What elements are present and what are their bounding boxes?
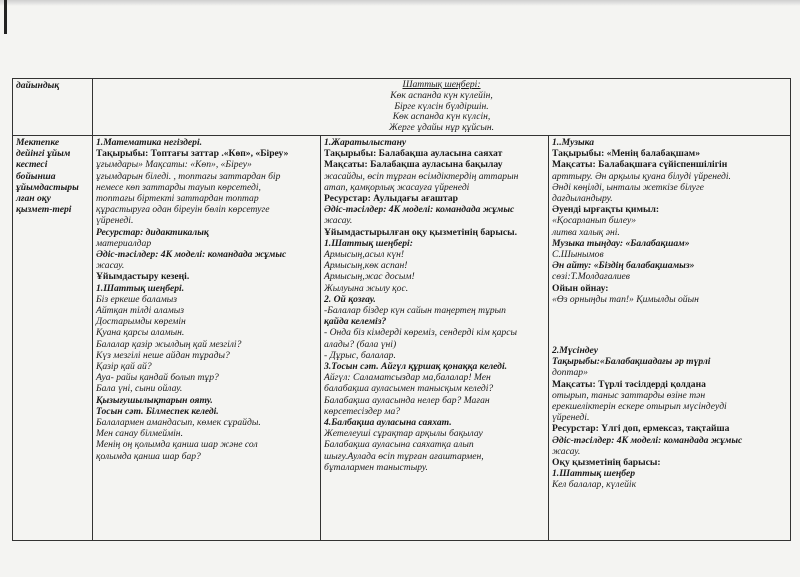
text-line: немесе көп заттарды тауып көрсетеді, — [96, 181, 261, 193]
section-gap — [552, 305, 787, 345]
scan-edge-mark — [4, 0, 7, 34]
text-line: Ауа- райы қандай болып тұр? — [96, 372, 219, 384]
text-line: Тақырыбы:«Балабақшадағы әр түрлі — [552, 356, 711, 368]
math-column — [93, 135, 321, 540]
text-line: ұғымдарын біледі. , топтағы заттардан бір — [96, 170, 281, 182]
text-line: - Онда біз кімдерді көреміз, сендерді кім қарсы — [324, 327, 517, 339]
text-line: 1.Шаттық шеңбер — [552, 468, 636, 480]
text-line: Қазір қай ай? — [96, 361, 152, 373]
side-label-line: лған оқу — [16, 193, 51, 204]
left-header-cell: дайындық — [13, 79, 93, 136]
text-line: Мақсаты: Балабақша ауласына бақылау — [324, 159, 503, 171]
text-line: арттыру. Ән арқылы қуана білуді үйренеді. — [552, 170, 731, 182]
poem-line: Бірге күлсін бүлдіршін. — [394, 100, 489, 112]
text-line: атап, қамқорлық жасауға үйренеді — [324, 181, 470, 193]
text-line: «Өз орныңды тап!» Қимылды ойын — [552, 293, 699, 305]
text-line: литва халық әні. — [552, 226, 620, 238]
text-line: Әнді көңілді, ынталы жеткізе білуге — [552, 181, 704, 193]
text-line: Тақырыбы: Балабақша ауласына саяхат — [324, 148, 503, 160]
poem-line: Көк аспанда күн күлсін, — [392, 111, 491, 123]
text-line: Әдіс-тәсілдер: 4К моделі: командада жұмыс — [552, 434, 743, 446]
music-column — [549, 135, 791, 540]
text-line: қайда келеміз? — [324, 316, 387, 328]
text-line: материалдар — [96, 237, 152, 249]
poem-line: Жерге ұдайы нұр құйсын. — [388, 122, 495, 134]
text-line: Мақсаты: Түрлі тәсілдерді қолдана — [552, 378, 706, 390]
text-line: балабақша ауласымен танысқым келеді? — [324, 383, 494, 395]
text-line: Тақырыбы: «Менің балабақшам» — [552, 148, 700, 160]
scan-edge-shadow — [0, 0, 800, 6]
text-line: Тосын сәт. Білмеспек келеді. — [96, 405, 219, 417]
text-line: Айтқан тілді аламыз — [96, 305, 184, 317]
text-line: 2. Ой қозғау. — [324, 293, 376, 305]
music-section — [552, 137, 787, 305]
text-line: сөзі:Т.Молдағалиев — [552, 271, 630, 283]
poem-title: Шаттық шеңбері: — [402, 79, 481, 90]
text-line: Әдіс-тәсілдер: 4К моделі: командада жұмыс — [324, 204, 515, 216]
text-line: - Дұрыс, балалар. — [324, 349, 396, 361]
text-line: Әуенді ырғақты қимыл: — [552, 204, 660, 216]
text-line: көрсетесіздер ма? — [324, 405, 401, 417]
side-label-line: Мектепке — [16, 136, 60, 148]
text-line: Балалар қазір жылдың қай мезгілі? — [96, 338, 242, 350]
text-line: Ән айту: «Біздің балабақшамыз» — [552, 260, 695, 272]
poem-line: Көк аспанда күн күлейін, — [390, 89, 493, 101]
text-line: шығу.Аулада өсіп тұрған ағаштармен, — [324, 450, 484, 462]
text-line: 2.Мүсіндеу — [552, 345, 599, 357]
text-line: Күз мезгілі неше айдан тұрады? — [96, 349, 230, 361]
text-line: Бала үні, сыни ойлау. — [96, 383, 183, 395]
text-line: Балабақша ауласында нелер бар? Маған — [324, 394, 490, 406]
poem-cell — [93, 79, 791, 136]
text-line: ұғымдары» Мақсаты: «Көп», «Біреу» — [96, 159, 252, 171]
text-line: С.Шынымов — [552, 249, 604, 261]
text-line: Армысың,жас досым! — [324, 271, 415, 283]
text-line: Оқу қызметінің барысы: — [552, 457, 661, 469]
text-line: құрастыруға одан біреуін бөліп көрсетуге — [96, 204, 270, 216]
text-line: отырып, таныс заттарды өзіне тән — [552, 389, 706, 401]
text-line: Менің оң қолымда қанша шар және сол — [96, 439, 258, 451]
text-line: Балалармен амандасып, көмек сұрайды. — [96, 417, 261, 429]
text-line: Достарымды көремін — [96, 316, 186, 328]
text-line: 3.Тосын сәт. Айгүл құршақ қонаққа келеді. — [324, 361, 508, 373]
text-line: Армысың,асыл күн! — [324, 249, 405, 261]
text-line: жасау. — [96, 260, 125, 272]
text-line: 1.Жаратылыстану — [324, 136, 407, 148]
side-label-line: ұйымдастыры — [16, 181, 79, 193]
text-line: бұталармен таныстыру. — [324, 461, 428, 473]
text-line: «Қосарланып билеу» — [552, 215, 637, 227]
text-line: Мақсаты: Балабақшаға сүйіспеншілігін — [552, 159, 728, 171]
nature-column — [321, 135, 549, 540]
text-line: жасау. — [552, 445, 581, 457]
text-line: Балабақша ауласына саяхатқа алып — [324, 439, 474, 451]
text-line: Ресурстар: Үлгі доп, ермексаз, тақтайша — [552, 423, 730, 435]
side-label-line: дейінгі ұйым — [16, 148, 71, 160]
text-line: Қуана қарсы аламын. — [96, 327, 185, 339]
text-line: 1..Музыка — [552, 136, 595, 148]
text-line: Айгүл: Саламатсыздар ма,балалар! Мен — [324, 372, 491, 384]
text-line: жасау. — [324, 215, 353, 227]
text-line: Жылуына жылу қос. — [324, 282, 409, 294]
sculpting-section — [552, 345, 787, 491]
side-label-line: бойынша — [16, 170, 56, 182]
text-line: Ұйымдастыру кезеңі. — [96, 271, 190, 283]
side-label-line: кестесі — [16, 159, 48, 171]
text-line: қолымда қанша шар бар? — [96, 450, 201, 462]
text-line: Музыка тыңдау: «Балабақшам» — [552, 237, 690, 249]
text-line: Тақырыбы: Топтағы заттар .«Көп», «Біреу» — [96, 148, 289, 160]
text-line: 1.Шаттық шеңбері. — [96, 282, 185, 294]
side-label-line: қызмет-тері — [16, 204, 72, 216]
text-line: Әдіс-тәсілдер: 4К моделі: командада жұмыс — [96, 249, 287, 261]
text-line: Ресурстар: Аулыдағы ағаштар — [324, 193, 458, 204]
table-row — [13, 135, 791, 540]
text-line: алады? (бала үні) — [324, 338, 397, 350]
text-line: 1.Шаттық шеңбері: — [324, 237, 413, 249]
text-line: Ойын ойнау: — [552, 282, 609, 294]
text-line: 1.Математика негіздері. — [96, 136, 203, 148]
side-label-cell — [13, 135, 93, 540]
table-row — [13, 79, 791, 136]
text-line: ерекшеліктерін ескере отырып мүсіндеуді — [552, 401, 727, 413]
text-line: Ұйымдастырылған оқу қызметінің барысы. — [324, 226, 517, 238]
text-line: Қызығушылықтарын ояту. — [96, 394, 213, 406]
text-line: доптар» — [552, 367, 588, 379]
text-line: үйренеді. — [96, 215, 134, 227]
text-line: жасайды, өсіп тұрған өсімдіктердің аттарын — [324, 170, 519, 182]
text-line: топтағы біртекті заттардан топтар — [96, 193, 259, 204]
text-line: -Балалар біздер күн сайын таңертең тұрып — [324, 305, 506, 317]
text-line: Біз еркеше баламыз — [96, 293, 178, 305]
text-line: Армысың,көк аспан! — [324, 260, 408, 272]
text-line: Мен санау білмеймін. — [96, 428, 183, 440]
text-line: Кел балалар, күлейік — [552, 479, 637, 491]
text-line: 4.Балбақша ауласына саяхат. — [324, 417, 452, 429]
lesson-plan-table — [12, 78, 791, 541]
text-line: Жетелеуші сұрақтар арқылы бақылау — [324, 428, 483, 440]
text-line: Ресурстар: дидактикалық — [96, 226, 209, 238]
text-line: үйренеді. — [552, 412, 590, 424]
text-line: дағдыландыру. — [552, 193, 613, 204]
